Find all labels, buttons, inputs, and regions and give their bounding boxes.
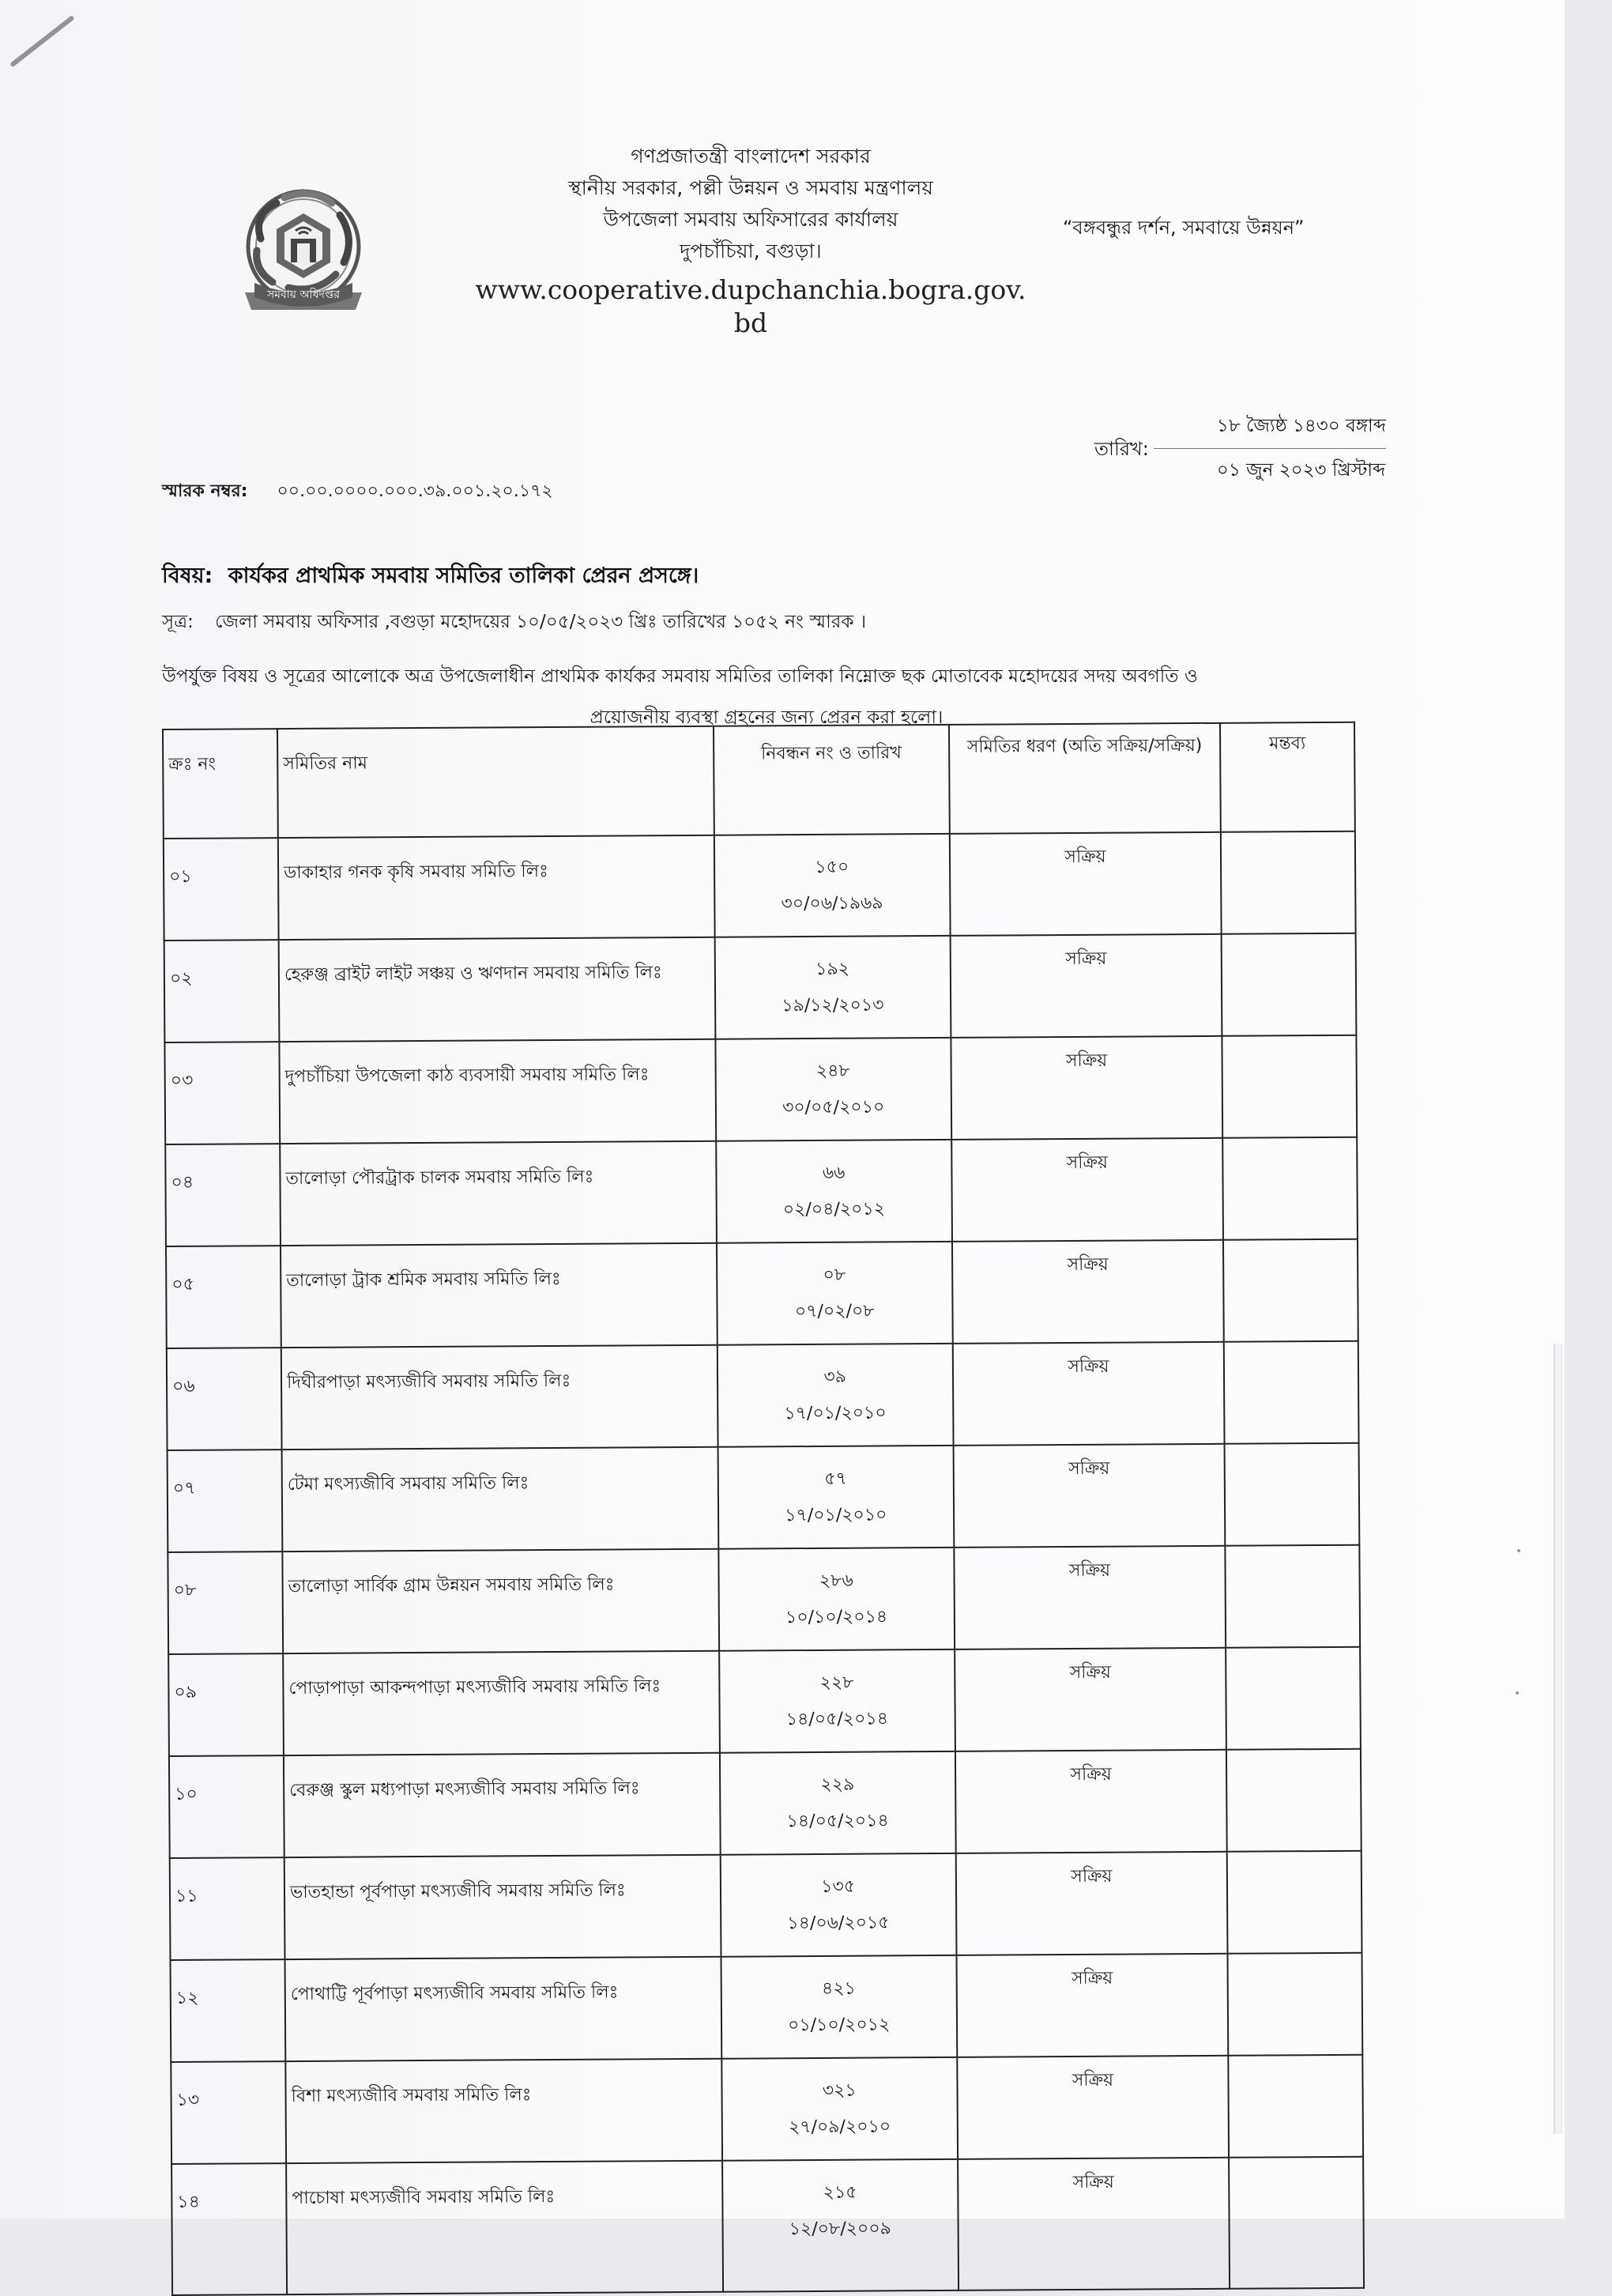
scan-speck — [1517, 1549, 1520, 1552]
cell-name: পাচোষা মৎস্যজীবি সমবায় সমিতি লিঃ — [286, 2161, 723, 2294]
registration-date: ১৪/০৫/২০১৪ — [786, 1811, 889, 1832]
cell-remarks — [1228, 1953, 1363, 2056]
cell-name: তালোড়া পৌরট্রাক চালক সমবায় সমিতি লিঃ — [280, 1141, 717, 1246]
cell-type: সক্রিয় — [955, 1750, 1227, 1853]
motto: “বঙ্গবন্ধুর দর্শন, সমবায়ে উন্নয়ন” — [1063, 217, 1305, 239]
office-location: দুপচাঁচিয়া, বগুড়া। — [680, 239, 822, 262]
cell-remarks — [1227, 1851, 1362, 1954]
cell-registration — [719, 1649, 955, 1753]
cell-registration — [721, 1955, 957, 2059]
cell-remarks — [1222, 1137, 1358, 1240]
cell-serial: ১২ — [171, 1959, 286, 2062]
subject-text: কার্যকর প্রাথমিক সমবায় সমিতির তালিকা প্রেরন প্রসঙ্গে। — [228, 564, 699, 588]
registration-date: ১০/১০/২০১৪ — [785, 1607, 888, 1628]
registration-number: ২৪৮ — [815, 1061, 850, 1081]
registration-date: ১৪/০৬/২০১৫ — [787, 1913, 890, 1934]
memo-label: স্মারক নম্বর: — [162, 481, 248, 501]
registration-number: ৬৬ — [822, 1163, 846, 1183]
cell-type: সক্রিয় — [957, 2056, 1229, 2159]
cell-type: সক্রিয় — [956, 1954, 1228, 2057]
cell-type: সক্রিয় — [953, 1444, 1225, 1548]
registration-date: ১৭/০১/২০১০ — [785, 1505, 887, 1526]
registration-number: ২৮৬ — [819, 1570, 853, 1591]
cell-remarks — [1224, 1341, 1359, 1444]
cell-type: সক্রিয় — [951, 1138, 1223, 1242]
cell-registration — [717, 1242, 953, 1345]
cell-type: সক্রিয় — [955, 1648, 1226, 1751]
cell-serial: ১৪ — [171, 2163, 287, 2295]
registration-date: ২৭/০৯/২০১০ — [788, 2117, 891, 2138]
subject-line — [162, 560, 699, 595]
cell-registration — [717, 1344, 954, 1447]
ministry-name: স্থানীয় সরকার, পল্লী উন্নয়ন ও সমবায় মন্ত্রণালয় — [568, 176, 933, 199]
cell-type: সক্রিয় — [954, 1546, 1226, 1649]
reference-text: জেলা সমবায় অফিসার ,বগুড়া মহোদয়ের ১০/০৫/২০২৩ খ্রিঃ তারিখের ১০৫২ নং স্মারক । — [215, 612, 867, 632]
staple-mark — [9, 15, 74, 67]
cell-remarks — [1225, 1443, 1360, 1546]
cell-name: বিশা মৎস্যজীবি সমবায় সমিতি লিঃ — [285, 2059, 722, 2163]
cell-serial: ১১ — [170, 1857, 285, 1960]
header-registration: নিবন্ধন নং ও তারিখ — [714, 725, 950, 835]
registration-date: ০১/১০/২০১২ — [788, 2015, 891, 2036]
cell-serial: ০৪ — [165, 1144, 281, 1246]
reference-line — [162, 607, 866, 638]
table-row — [168, 1545, 1360, 1654]
header-type: সমিতির ধরণ (অতি সক্রিয়/সক্রিয়) — [949, 723, 1221, 834]
cell-serial: ০৫ — [166, 1246, 281, 1348]
registration-date: ১২/০৮/২০০৯ — [789, 2219, 891, 2240]
scan-speck — [1516, 1691, 1519, 1695]
cell-remarks — [1221, 831, 1356, 934]
registration-date: ৩০/০৫/২০১০ — [782, 1097, 885, 1118]
table-row — [164, 831, 1356, 941]
table-row — [164, 1035, 1357, 1144]
cooperative-list-table-wrapper — [162, 722, 1365, 2296]
cell-remarks — [1229, 2055, 1364, 2158]
cell-serial: ০৯ — [168, 1653, 284, 1756]
cell-registration — [718, 1548, 955, 1651]
table-row — [171, 2157, 1364, 2295]
registration-date: ১৯/১২/২০১৩ — [782, 995, 884, 1016]
registration-date: ১৭/০১/২০১০ — [784, 1403, 887, 1424]
letterhead — [443, 141, 1059, 340]
body-line-2: প্রয়োজনীয় ব্যবস্থা গ্রহনের জন্য প্রেরন করা হলো। — [589, 707, 943, 728]
cell-registration — [716, 1140, 952, 1243]
registration-number: ৪২১ — [821, 1978, 856, 1999]
registration-number: ০৮ — [823, 1265, 846, 1285]
date-label: তারিখ: — [1094, 437, 1149, 460]
registration-number: ২১৫ — [823, 2182, 857, 2203]
header-serial: ক্রঃ নং — [163, 729, 278, 839]
subject-label: বিষয়: — [162, 564, 213, 588]
date-block — [1094, 411, 1386, 486]
cell-serial: ১৩ — [171, 2061, 286, 2164]
registration-date: ০৭/০২/০৮ — [794, 1301, 875, 1322]
registration-number: ১৯২ — [815, 959, 850, 979]
header-remarks: মন্তব্য — [1220, 722, 1355, 832]
registration-number: ৫৭ — [824, 1468, 847, 1489]
cell-name: হেরুঞ্জ ব্রাইট লাইট সঞ্চয় ও ঋণদান সমবায় সমিতি লিঃ — [279, 937, 716, 1042]
cell-remarks — [1226, 1749, 1362, 1852]
cell-serial: ০৮ — [168, 1551, 283, 1654]
cell-registration — [721, 2057, 958, 2161]
cell-serial: ০৩ — [164, 1042, 280, 1144]
cell-registration — [714, 834, 951, 937]
cell-remarks — [1222, 1035, 1358, 1138]
table-row — [170, 1851, 1362, 1960]
table-row — [165, 1137, 1358, 1246]
body-line-1: উপর্যুক্ত বিষয় ও সূত্রের আলোকে অত্র উপজেলাধীন প্রাথমিক কার্যকর সমবায় সমিতির তালিকা নিম্নোক্ত ছক মোতাবেক মহোদয়ের সদয় অবগতি ও — [162, 666, 1198, 687]
cell-type: সক্রিয় — [958, 2158, 1230, 2290]
table-row — [171, 1953, 1363, 2062]
cell-registration — [717, 1446, 954, 1549]
table-row — [169, 1749, 1362, 1858]
registration-number: ৩২১ — [822, 2080, 857, 2101]
cooperative-list-table — [162, 722, 1365, 2296]
table-row — [164, 933, 1357, 1042]
cell-name: দুপচাঁচিয়া উপজেলা কাঠ ব্যবসায়ী সমবায় সমিতি লিঃ — [279, 1039, 716, 1144]
reference-label: সূত্র: — [162, 612, 194, 632]
cell-type: সক্রিয় — [951, 1036, 1222, 1140]
cell-type: সক্রিয় — [952, 1240, 1224, 1344]
cell-remarks — [1226, 1545, 1361, 1648]
cell-serial: ০১ — [164, 838, 279, 941]
cell-type: সক্রিয় — [950, 934, 1222, 1038]
cell-registration — [722, 2159, 959, 2292]
cell-type: সক্রিয় — [955, 1852, 1227, 1955]
website-link[interactable]: www.cooperative.dupchanchia.bogra.gov.bd — [475, 274, 1026, 338]
cell-type: সক্রিয় — [949, 832, 1221, 936]
cell-serial: ১০ — [169, 1755, 284, 1858]
registration-number: ২২৯ — [820, 1774, 855, 1795]
table-row — [167, 1341, 1359, 1450]
memo-number: ০০.০০.০০০০.০০০.৩৯.০০১.২০.১৭২ — [277, 481, 553, 501]
table-row — [166, 1239, 1358, 1348]
cell-name: দিঘীরপাড়া মৎস্যজীবি সমবায় সমিতি লিঃ — [281, 1345, 718, 1450]
memo-number-line — [162, 477, 553, 507]
cell-name: ভাতহান্ডা পূর্বপাড়া মৎস্যজীবি সমবায় সমিতি লিঃ — [284, 1855, 721, 1959]
table-header-row — [163, 722, 1355, 839]
cell-serial: ০৭ — [168, 1450, 283, 1552]
registration-date: ৩০/০৬/১৯৬৯ — [781, 893, 883, 914]
date-english: ০১ জুন ২০২৩ খ্রিস্টাব্দ — [1216, 460, 1386, 481]
cell-name: তালোড়া ট্রাক শ্রমিক সমবায় সমিতি লিঃ — [281, 1243, 717, 1348]
cell-registration — [720, 1751, 956, 1855]
cell-type: সক্রিয় — [952, 1342, 1224, 1446]
cell-remarks — [1229, 2157, 1364, 2289]
table-body — [164, 831, 1364, 2295]
date-bangla: ১৮ জ্যৈষ্ঠ ১৪৩০ বঙ্গাব্দ — [1154, 411, 1386, 449]
cell-remarks — [1223, 1239, 1358, 1342]
office-name: উপজেলা সমবায় অফিসারের কার্যালয় — [603, 208, 898, 231]
cell-name: ডাকাহার গনক কৃষি সমবায় সমিতি লিঃ — [278, 835, 715, 940]
cell-registration — [715, 1038, 951, 1141]
table-row — [168, 1647, 1361, 1756]
registration-date: ১৪/০৫/২০১৪ — [785, 1709, 889, 1730]
cell-remarks — [1226, 1647, 1361, 1750]
registration-number: ১৩৫ — [821, 1876, 856, 1897]
paper-edge — [1554, 1344, 1562, 2134]
header-name: সমিতির নাম — [277, 726, 714, 838]
cell-serial: ০২ — [164, 940, 280, 1042]
government-name: গণপ্রজাতন্ত্রী বাংলাদেশ সরকার — [631, 145, 871, 168]
cooperative-department-logo-icon — [237, 183, 370, 319]
cell-name: টেমা মৎস্যজীবি সমবায় সমিতি লিঃ — [282, 1447, 719, 1551]
registration-number: ২২৮ — [819, 1672, 854, 1693]
cell-registration — [720, 1853, 956, 1957]
logo-caption: সমবায় অধিদপ্তর — [266, 288, 341, 301]
cell-name: পোথাট্টি পূর্বপাড়া মৎস্যজীবি সমবায় সমিতি লিঃ — [285, 1957, 722, 2061]
table-row — [171, 2055, 1363, 2164]
registration-number: ৩৯ — [823, 1367, 847, 1387]
cell-name: বেরুঞ্জ স্কুল মধ্যপাড়া মৎস্যজীবি সমবায় সমিতি লিঃ — [284, 1753, 721, 1857]
cell-remarks — [1222, 933, 1357, 1036]
cell-name: পোড়াপাড়া আকন্দপাড়া মৎস্যজীবি সমবায় সমিতি লিঃ — [283, 1651, 720, 1755]
cell-name: তালোড়া সার্বিক গ্রাম উন্নয়ন সমবায় সমিতি লিঃ — [282, 1549, 719, 1653]
cell-serial: ০৬ — [167, 1348, 282, 1450]
table-row — [168, 1443, 1360, 1552]
cell-registration — [714, 936, 951, 1039]
registration-number: ১৫০ — [815, 857, 849, 877]
registration-date: ০২/০৪/২০১২ — [782, 1199, 886, 1220]
